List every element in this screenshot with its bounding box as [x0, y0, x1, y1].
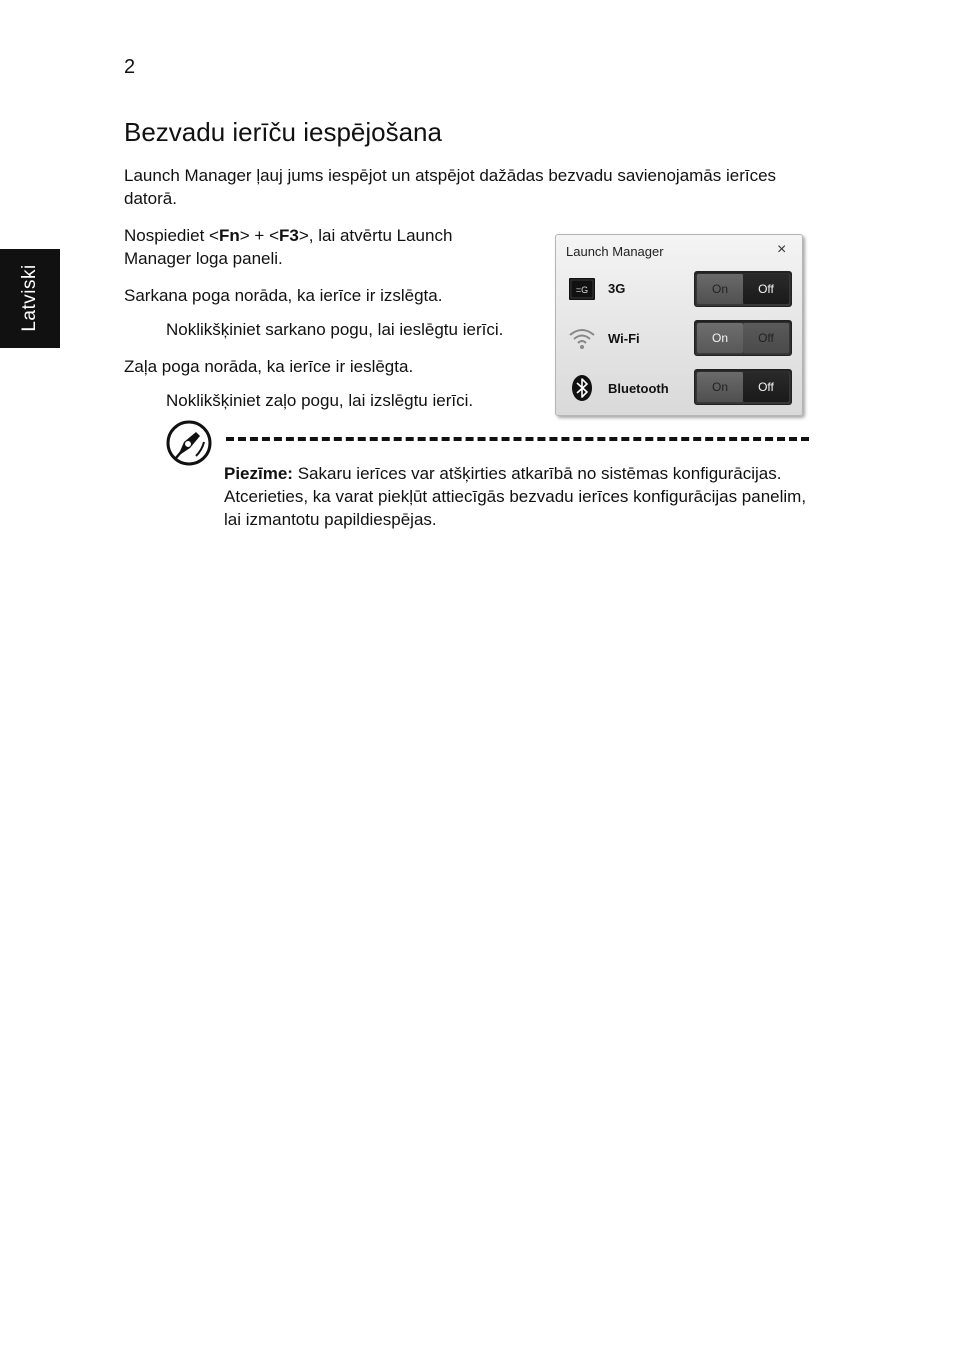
svg-text:=G: =G — [575, 285, 589, 295]
press-suffix: >, lai atvērtu Launch Manager loga paneli. — [124, 226, 453, 268]
note-pen-icon — [166, 420, 212, 466]
toggle-bluetooth[interactable] — [694, 369, 792, 405]
toggle-wifi[interactable] — [694, 320, 792, 356]
press-keys-paragraph — [124, 224, 524, 270]
toggle-3g[interactable] — [694, 271, 792, 307]
close-icon[interactable]: × — [777, 241, 787, 258]
note-body: Sakaru ierīces var atšķirties atkarībā no sistēmas konfigurācijas. Atcerieties, ka varat piekļūt attiecīgās bezvadu ierīces konfigurācijas panelim, lai izmantotu papildiespējas. — [224, 464, 807, 529]
section-heading: Bezvadu ierīču iespējošana — [124, 117, 442, 147]
key-f3: F3 — [279, 226, 299, 245]
note-label: Piezīme: — [224, 464, 293, 483]
red-button-description: Sarkana poga norāda, ka ierīce ir izslēgta. — [124, 286, 443, 305]
launch-manager-panel — [555, 234, 803, 416]
3g-icon — [568, 275, 596, 303]
toggle-wifi-on[interactable]: On — [697, 323, 743, 353]
green-button-description: Zaļa poga norāda, ka ierīce ir ieslēgta. — [124, 357, 414, 376]
key-fn: Fn — [218, 226, 240, 245]
red-button-action: Noklikšķiniet sarkano pogu, lai ieslēgtu ierīci. — [166, 320, 504, 339]
launch-manager-title: Launch Manager — [566, 244, 664, 259]
row-label-3g: 3G — [608, 281, 626, 296]
press-prefix: Nospiediet < — [124, 226, 219, 245]
press-mid: > + < — [239, 226, 279, 245]
toggle-wifi-off[interactable]: Off — [743, 323, 789, 353]
toggle-3g-off[interactable]: Off — [743, 274, 789, 304]
row-label-wifi: Wi-Fi — [608, 331, 640, 346]
note-text — [224, 462, 814, 531]
page-number: 2 — [124, 56, 136, 78]
wifi-icon — [568, 324, 596, 352]
language-side-tab-label: Latviski — [19, 264, 40, 332]
toggle-bluetooth-off[interactable]: Off — [743, 372, 789, 402]
toggle-bluetooth-on[interactable]: On — [697, 372, 743, 402]
toggle-3g-on[interactable]: On — [697, 274, 743, 304]
language-side-tab — [0, 249, 60, 348]
green-button-action: Noklikšķiniet zaļo pogu, lai izslēgtu ierīci. — [166, 391, 474, 410]
bluetooth-icon — [568, 374, 596, 402]
note-divider — [226, 437, 809, 441]
intro-paragraph: Launch Manager ļauj jums iespējot un atspējot dažādas bezvadu savienojamās ierīces datorā. — [124, 166, 777, 208]
row-label-bluetooth: Bluetooth — [608, 381, 669, 396]
